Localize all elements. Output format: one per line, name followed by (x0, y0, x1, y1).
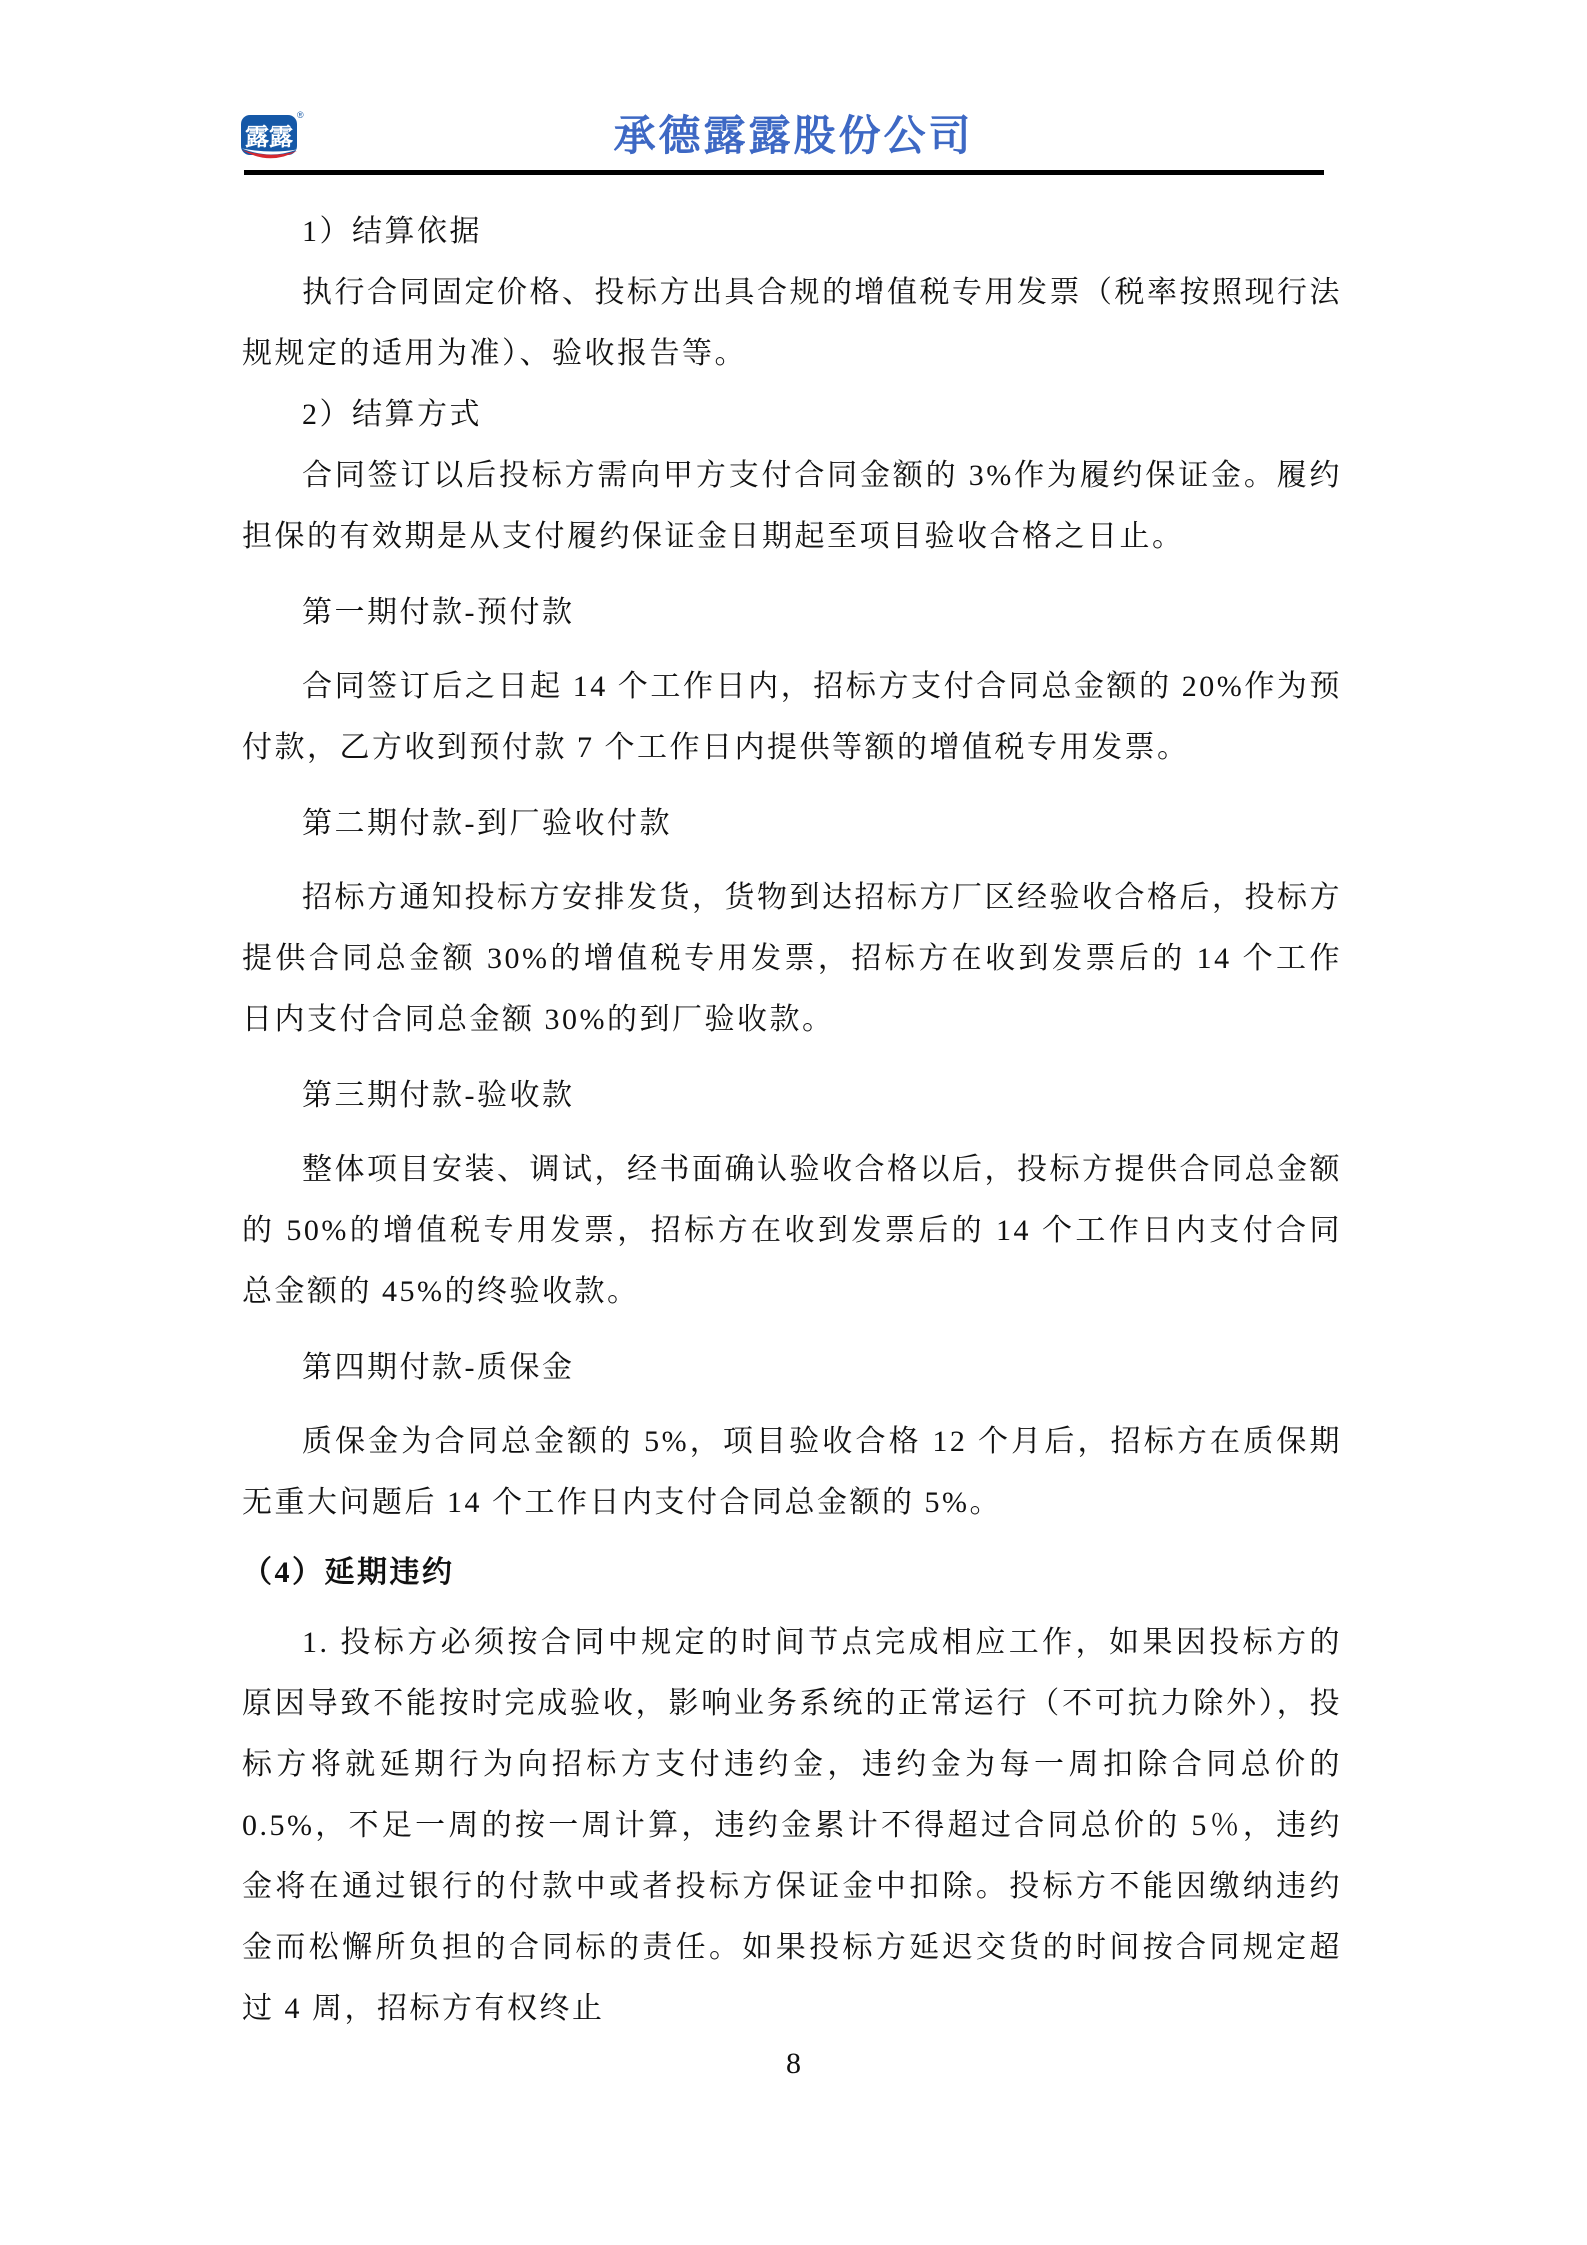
page-number: 8 (786, 2047, 801, 2080)
company-name-title: 承德露露股份公司 (613, 112, 974, 159)
body-paragraph: 合同签订后之日起 14 个工作日内，招标方支付合同总金额的 20%作为预付款，乙方收到预付款 7 个工作日内提供等额的增值税专用发票。 (242, 670, 1342, 764)
section-heading-delay-breach: （4）延期违约 (242, 1556, 455, 1589)
registered-mark: ® (297, 110, 304, 120)
header-divider-line (244, 170, 1324, 175)
stage-heading: 第二期付款-到厂验收付款 (302, 807, 672, 840)
logo-characters: 露露 (245, 124, 293, 151)
stage-heading: 第一期付款-预付款 (302, 596, 575, 629)
body-paragraph: 质保金为合同总金额的 5%，项目验收合格 12 个月后，招标方在质保期无重大问题后 14 个工作日内支付合同总金额的 5%。 (242, 1425, 1342, 1519)
numbered-heading: 1）结算依据 (302, 215, 482, 248)
body-paragraph: 1. 投标方必须按合同中规定的时间节点完成相应工作，如果因投标方的原因导致不能按时完成验收，影响业务系统的正常运行（不可抗力除外），投标方将就延期行为向招标方支付违约金，违约金为每一周扣除合同总价的 0.5%，不足一周的按一周计算，违约金累计不得超过合同总价的 5％，违约金将在通过银行的付款中或者投标方保证金中扣除。投标方不能因缴纳违约金而松懈所负担的合同标的责任。如果投标方延迟交货的时间按合同规定超过 4 周，招标方有权终止 (242, 1626, 1342, 2025)
stage-heading: 第四期付款-质保金 (302, 1351, 575, 1384)
body-paragraph: 整体项目安装、调试，经书面确认验收合格以后，投标方提供合同总金额的 50%的增值税专用发票，招标方在收到发票后的 14 个工作日内支付合同总金额的 45%的终验收款。 (242, 1153, 1342, 1308)
body-paragraph: 执行合同固定价格、投标方出具合规的增值税专用发票（税率按照现行法规规定的适用为准）、验收报告等。 (242, 276, 1342, 370)
body-paragraph: 招标方通知投标方安排发货，货物到达招标方厂区经验收合格后，投标方提供合同总金额 30%的增值税专用发票，招标方在收到发票后的 14 个工作日内支付合同总金额 30%的到厂验收款。 (242, 881, 1342, 1036)
stage-heading: 第三期付款-验收款 (302, 1079, 575, 1112)
document-body (242, 201, 1342, 2039)
body-paragraph: 合同签订以后投标方需向甲方支付合同金额的 3%作为履约保证金。履约担保的有效期是从支付履约保证金日期起至项目验收合格之日止。 (242, 459, 1342, 553)
page-footer (0, 2046, 1587, 2082)
numbered-heading: 2）结算方式 (302, 398, 482, 431)
